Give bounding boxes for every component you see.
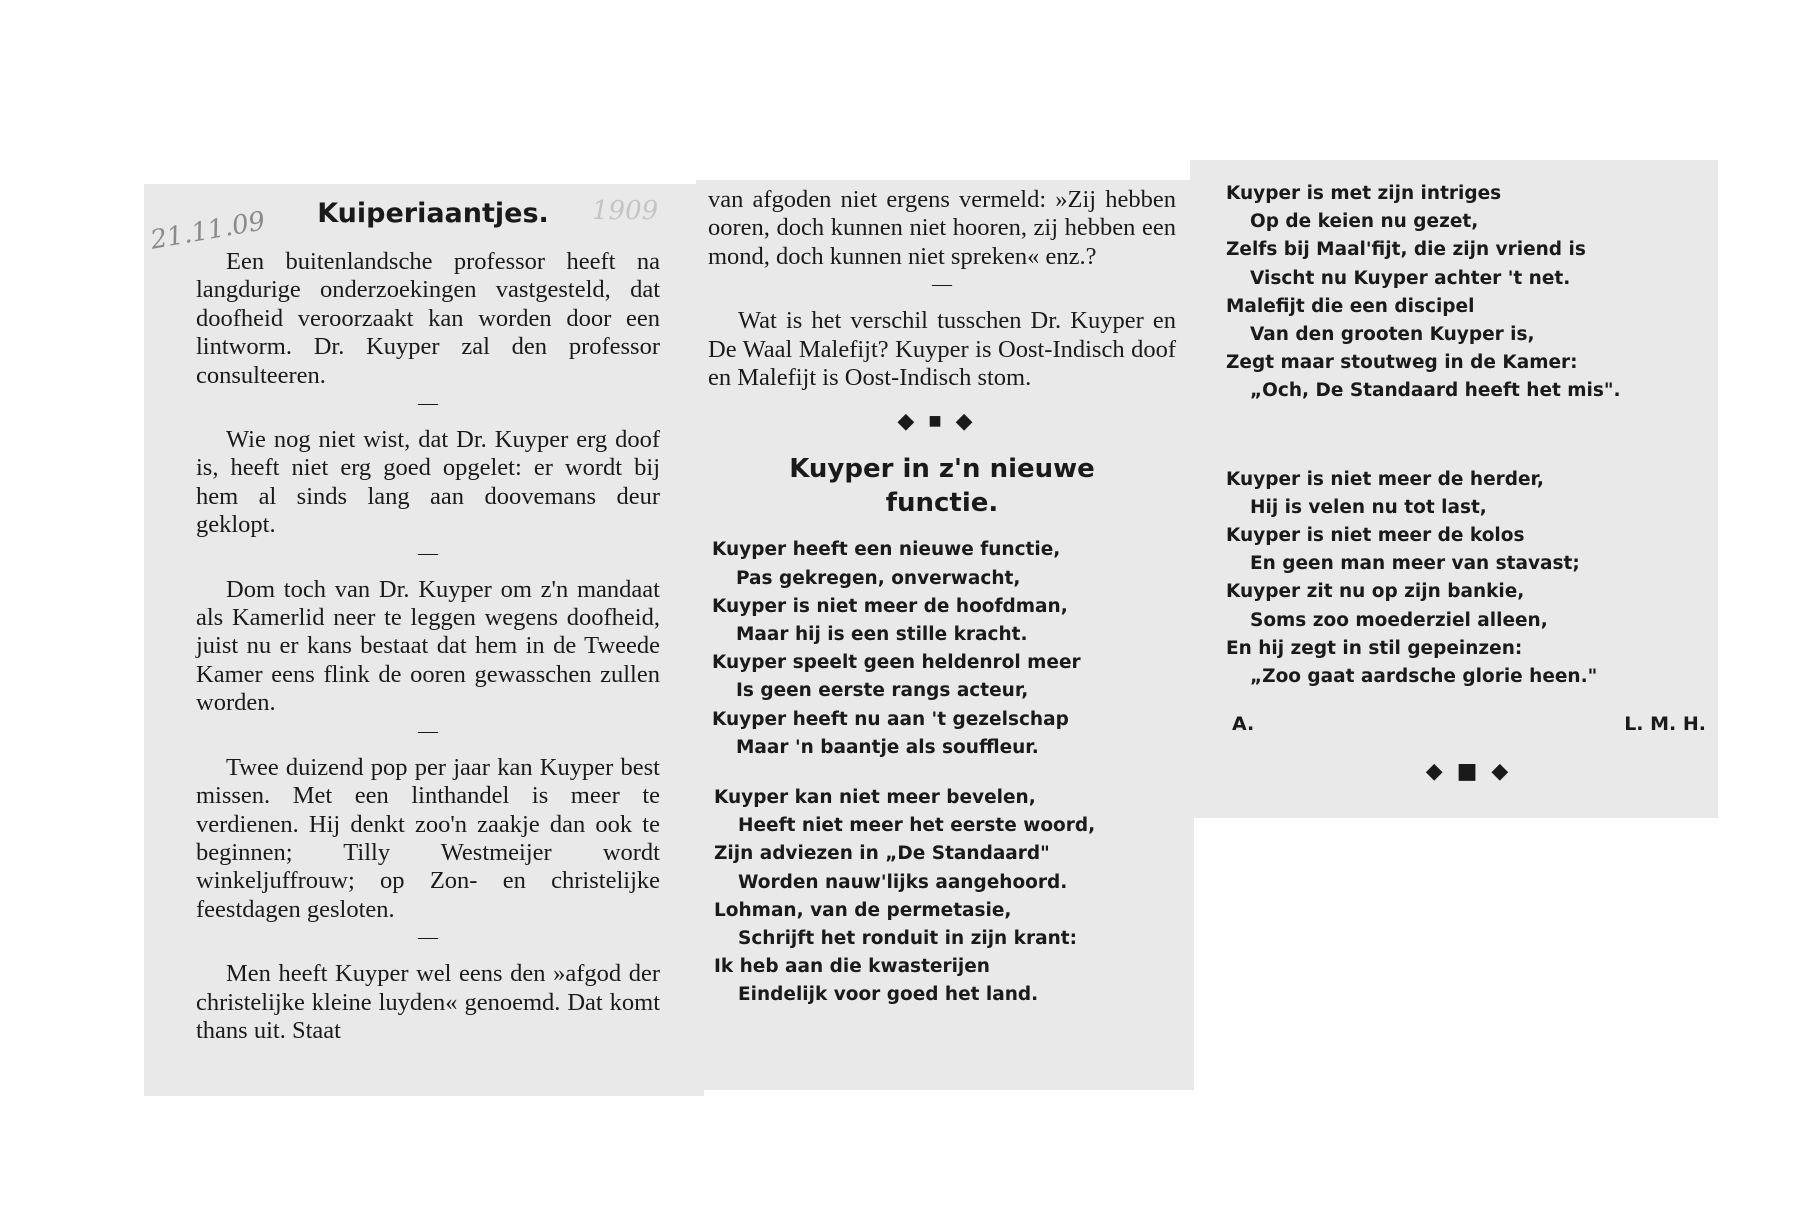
verse-line: Op de keien nu gezet, <box>1250 211 1479 233</box>
separator-1: — <box>418 392 438 415</box>
verse-line: En hij zegt in stil gepeinzen: <box>1226 637 1523 659</box>
verse-line: Malefijt die een discipel <box>1226 295 1475 317</box>
verse-line: Kuyper speelt geen heldenrol meer <box>712 652 1081 674</box>
verse-line: „Zoo gaat aardsche glorie heen." <box>1250 666 1598 688</box>
signature-right: L. M. H. <box>1624 713 1706 736</box>
verse-line: Eindelijk voor goed het land. <box>738 984 1039 1006</box>
verse-line: Hij is velen nu tot last, <box>1250 496 1487 518</box>
paragraph-5: Men heeft Kuyper wel eens den »afgod der christelijke kleine luyden« genoemd. Dat komt thans uit. Staat <box>196 960 660 1044</box>
poem-stanza-4 <box>1226 466 1706 692</box>
separator-3: — <box>418 719 438 742</box>
verse-line: En geen man meer van stavast; <box>1250 553 1580 575</box>
signature-row <box>1226 713 1706 743</box>
verse-line: Kuyper is niet meer de herder, <box>1226 468 1544 490</box>
verse-line: Zelfs bij Maal'fijt, die zijn vriend is <box>1226 239 1586 261</box>
verse-line: Heeft niet meer het eerste woord, <box>738 815 1096 837</box>
paragraph-continuation: van afgoden niet ergens vermeld: »Zij hebben ooren, doch kunnen niet hooren, zij hebben een mond, doch kunnen niet spreken« enz.? <box>708 186 1176 270</box>
paragraph-4: Twee duizend pop per jaar kan Kuyper best missen. Met een linthandel is meer te verdienen. Hij denkt zoo'n zaakje dan ook te beginnen; Tilly Westmeijer wordt winkeljuffrouw; op Zon- en christelijke feestdagen gesloten. <box>196 753 660 923</box>
signature-left: A. <box>1232 713 1255 736</box>
verse-line: Kuyper is niet meer de kolos <box>1226 525 1525 547</box>
handwritten-year: 1909 <box>592 196 659 226</box>
verse-line: Van den grooten Kuyper is, <box>1250 324 1535 346</box>
verse-line: Kuyper is met zijn intriges <box>1226 183 1502 204</box>
paragraph-2: Wie nog niet wist, dat Dr. Kuyper erg doof is, heeft niet erg goed opgelet: er wordt bij hem al sinds lang aan doovemans deur geklopt. <box>196 426 660 539</box>
separator-5: — <box>932 273 952 296</box>
article-kuiperiaantjes <box>196 196 660 1045</box>
poem-title-line-1: Kuyper in z'n nieuwe <box>789 454 1095 485</box>
verse-line: Vischt nu Kuyper achter 't net. <box>1250 267 1571 289</box>
verse-line: Zijn adviezen in „De Standaard" <box>714 843 1050 865</box>
verse-line: Kuyper zit nu op zijn bankie, <box>1226 581 1525 603</box>
verse-line: Kuyper kan niet meer bevelen, <box>714 787 1036 809</box>
verse-line: Soms zoo moederziel alleen, <box>1250 609 1548 631</box>
paragraph-3: Dom toch van Dr. Kuyper om z'n mandaat als Kamerlid neer te leggen wegens doofheid, juist nu er kans bestaat dat hem in de Tweede Kamer eens flink de ooren gewasschen zullen worden. <box>196 575 660 717</box>
poem-continuation <box>1226 180 1706 784</box>
verse-line: Lohman, van de permetasie, <box>714 899 1012 921</box>
article-middle <box>708 186 1176 1010</box>
poem-stanza-1 <box>712 536 1176 762</box>
verse-line: Maar hij is een stille kracht. <box>736 624 1028 646</box>
verse-line: Kuyper is niet meer de hoofdman, <box>712 595 1068 617</box>
verse-line: Ik heb aan die kwasterijen <box>714 956 990 978</box>
verse-line: Worden nauw'lijks aangehoord. <box>738 871 1068 893</box>
poem-title-line-2: functie. <box>885 488 999 519</box>
article-title: Kuiperiaantjes. <box>317 198 549 229</box>
paragraph-verschil: Wat is het verschil tusschen Dr. Kuyper en De Waal Malefijt? Kuyper is Oost-Indisch doof en Malefijt is Oost-Indisch stom. <box>708 307 1176 392</box>
paragraph-1: Een buitenlandsche professor heeft na langdurige onderzoekingen vastgesteld, dat doofheid veroorzaakt kan worden door een lintworm. Dr. Kuyper zal den professor consulteeren. <box>196 248 660 389</box>
separator-2: — <box>418 541 438 564</box>
verse-line: Schrijft het ronduit in zijn krant: <box>738 928 1077 950</box>
verse-line: „Och, De Standaard heeft het mis". <box>1250 380 1621 402</box>
verse-line: Kuyper heeft nu aan 't gezelschap <box>712 708 1069 730</box>
verse-line: Pas gekregen, onverwacht, <box>736 567 1021 589</box>
ornament-divider: ◆■◆ <box>897 408 987 434</box>
handwritten-date: 21.11.09 <box>148 206 268 256</box>
verse-line: Is geen eerste rangs acteur, <box>736 680 1029 702</box>
poem-stanza-3 <box>1226 180 1706 406</box>
verse-line: Maar 'n baantje als souffleur. <box>736 736 1039 758</box>
verse-line: Zegt maar stoutweg in de Kamer: <box>1226 352 1578 374</box>
poem-stanza-2 <box>714 784 1176 1010</box>
verse-line: Kuyper heeft een nieuwe functie, <box>712 539 1061 561</box>
poem-title <box>708 452 1176 520</box>
ornament-divider: ◆■◆ <box>1425 759 1523 785</box>
separator-4: — <box>418 926 438 949</box>
